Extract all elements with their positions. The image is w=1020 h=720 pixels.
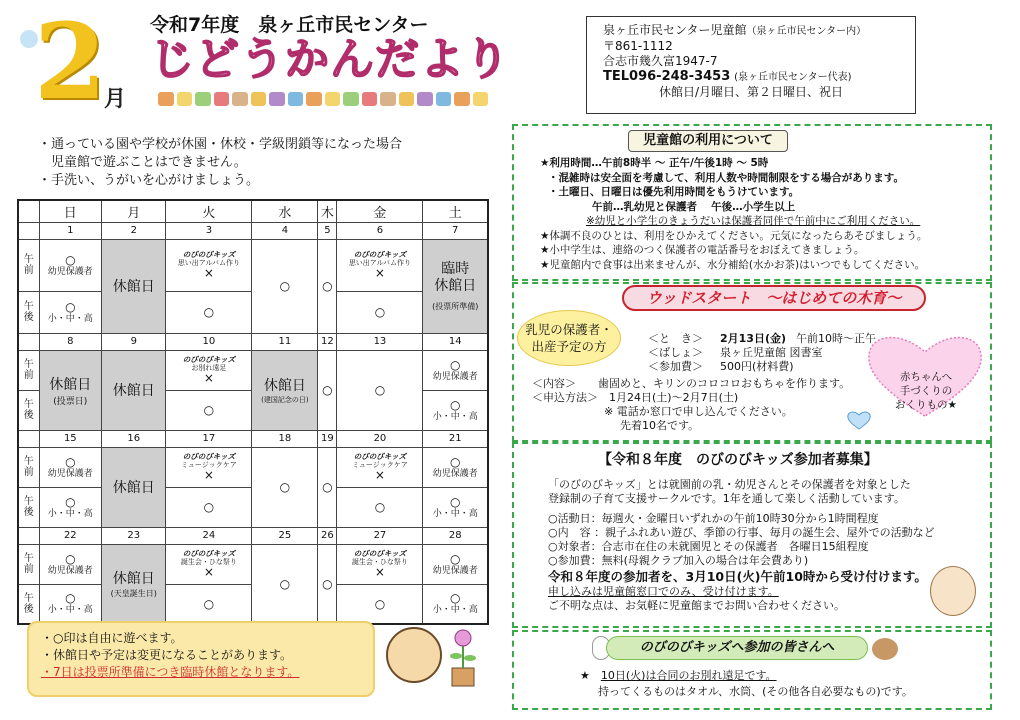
- open-circle: ○: [279, 576, 291, 591]
- am-row: [18, 239, 488, 291]
- kids-label: のびのびキッズ: [182, 549, 236, 558]
- event-calendar: [17, 199, 489, 625]
- infant-label: 幼児保護者: [47, 266, 93, 277]
- date-number: 16: [102, 430, 166, 447]
- spacer-cell: [18, 222, 39, 239]
- date-number: 19: [318, 430, 337, 447]
- participants-text: [580, 668, 913, 700]
- calendar-cell: [318, 447, 337, 527]
- calendar-cell: [337, 447, 423, 487]
- calendar-cell: [337, 291, 423, 333]
- open-circle: ○: [374, 383, 386, 397]
- open-circle: ○: [374, 596, 386, 611]
- food-decoration-icon: [158, 92, 488, 108]
- open-circle: ○: [65, 494, 76, 509]
- pm-label: 午後: [18, 487, 39, 527]
- date-number: 14: [423, 333, 488, 350]
- temp-closed-cell: [423, 239, 488, 333]
- closed-cell: [252, 350, 318, 430]
- small-heart-icon: [846, 410, 872, 430]
- woodstart-content: ＜内容＞ 歯固めと、キリンのコロコロおもちゃを作ります。: [532, 377, 851, 390]
- calendar-cell: [166, 390, 252, 430]
- bear-icon: [872, 638, 898, 660]
- month-unit: 月: [104, 87, 127, 112]
- school-label: 小・中・高: [47, 313, 93, 324]
- am-label: 午前: [18, 239, 39, 291]
- open-circle: ○: [203, 403, 215, 417]
- notice-item: 児童館で遊ぶことはできません。: [38, 155, 247, 170]
- calendar-cell: [39, 487, 102, 527]
- temp-closed-note: (投票所準備): [432, 301, 479, 311]
- open-circle: ○: [279, 480, 291, 494]
- recruit-deadline: 令和８年度の参加者を、3月10日(火)午前10時から受け付けます。: [548, 569, 927, 584]
- phone-number: TEL096-248-3453: [603, 69, 731, 84]
- woodstart-apply: [532, 377, 850, 433]
- weekday-sat: 土: [423, 200, 488, 222]
- calendar-cell: [423, 544, 488, 584]
- calendar-cell: [318, 544, 337, 624]
- calendar-cell: [337, 584, 423, 624]
- closed-cell: [39, 350, 102, 430]
- kids-label: のびのびキッズ: [182, 355, 236, 364]
- open-circle: ○: [374, 500, 386, 514]
- am-row: [18, 350, 488, 390]
- open-circle: ○: [322, 279, 333, 293]
- date-number: 18: [252, 430, 318, 447]
- date-number: 13: [337, 333, 423, 350]
- weekday-tue: 火: [166, 200, 252, 222]
- date-number: 9: [102, 333, 166, 350]
- usage-line: ★小中学生は、連絡のつく保護者の電話番号をおぼえてきましょう。: [540, 244, 865, 256]
- open-circle: ○: [203, 305, 215, 319]
- pm-label: 午後: [18, 584, 39, 624]
- school-label: 小・中・高: [47, 508, 93, 519]
- usage-line: ・混雑時は安全面を考慮して、利用人数や時間制限をする場合があります。: [548, 171, 904, 184]
- closed-note: (建国記念の日): [261, 396, 309, 404]
- open-circle: ○: [449, 551, 461, 566]
- no-play-cross: ×: [203, 371, 214, 385]
- date-number: 15: [39, 430, 102, 447]
- recruit-heading: 【令和８年度 のびのびキッズ参加者募集】: [598, 452, 878, 468]
- recruit-item: ○対象者：合志市在住の未就園児とその保護者 各曜日15組程度: [548, 540, 869, 553]
- apply-note: ※ 電話か窓口で申し込んでください。: [604, 405, 793, 418]
- target-bubble: 乳児の保護者・ 出産予定の方: [517, 310, 621, 366]
- closed-days: 休館日/月曜日、第２日曜日、祝日: [658, 85, 844, 99]
- open-circle: ○: [449, 397, 461, 412]
- calendar-cell: [39, 584, 102, 624]
- closed-cell: [102, 239, 166, 333]
- open-circle: ○: [322, 383, 333, 397]
- date-number: 17: [166, 430, 252, 447]
- date-number: 1: [39, 222, 102, 239]
- star-icon: ★: [580, 669, 590, 682]
- date-row: [18, 430, 488, 447]
- notice-item: ・通っている園や学校が休園・休校・学級閉鎖等になった場合: [38, 137, 403, 152]
- open-circle: ○: [65, 591, 76, 606]
- no-play-cross: ×: [203, 266, 214, 280]
- fee-value: 500円(材料費): [720, 360, 794, 373]
- date-number: 21: [423, 430, 488, 447]
- weekday-wed: 水: [252, 200, 318, 222]
- date-number: 20: [337, 430, 423, 447]
- calendar-cell: [166, 447, 252, 487]
- date-time: 午前10時～正午: [796, 332, 877, 345]
- spacer-cell: [18, 333, 39, 350]
- facility-note: （泉ヶ丘市民センター内）: [746, 26, 867, 37]
- open-circle: ○: [65, 551, 76, 566]
- no-play-cross: ×: [374, 468, 385, 482]
- usage-line: 午前…乳幼児と保護者 午後…小学生以上: [592, 200, 796, 213]
- date-number: 10: [166, 333, 252, 350]
- calendar-cell: [166, 291, 252, 333]
- place-label: ＜ばしょ＞: [648, 346, 703, 359]
- usage-heading: 児童館の利用について: [628, 130, 788, 152]
- kids-label: のびのびキッズ: [182, 452, 236, 461]
- am-label: 午前: [18, 544, 39, 584]
- heart-message: 赤ちゃんへ 手づくりの おくりもの★: [895, 371, 957, 411]
- calendar-cell: [166, 239, 252, 291]
- facility-name: 泉ヶ丘市民センター児童館: [603, 23, 747, 37]
- date-number: 2: [102, 222, 166, 239]
- no-play-cross: ×: [374, 565, 385, 579]
- legend-item: ・休館日や予定は変更になることがあります。: [41, 648, 293, 662]
- month-number: 2: [34, 0, 107, 123]
- usage-line: ★児童館内で食事は出来ませんが、水分補給(水かお茶)はいつでもしてください。: [540, 258, 926, 271]
- open-circle: ○: [449, 494, 461, 509]
- outing-notice: 10日(火)は合同のお別れ遠足です。: [600, 669, 777, 682]
- notice-list: [38, 136, 402, 190]
- date-number: 27: [337, 527, 423, 544]
- calendar-cell: [337, 544, 423, 584]
- kids-label: のびのびキッズ: [353, 452, 407, 461]
- date-number: 24: [166, 527, 252, 544]
- calendar-cell: [252, 239, 318, 333]
- pm-label: 午後: [18, 390, 39, 430]
- notice-item: ・手洗い、うがいを心がけましょう。: [38, 173, 260, 188]
- date-row: [18, 333, 488, 350]
- weekday-fri: 金: [337, 200, 423, 222]
- date-number: 25: [252, 527, 318, 544]
- calendar-cell: [39, 544, 102, 584]
- recruit-text: [548, 478, 984, 613]
- calendar-cell: [423, 487, 488, 527]
- calendar-cell: [39, 447, 102, 487]
- participants-heading: のびのびキッズへ参加の皆さんへ: [606, 636, 868, 660]
- spacer-cell: [18, 430, 39, 447]
- calendar-cell: [166, 584, 252, 624]
- calendar-cell: [39, 291, 102, 333]
- usage-text: [540, 156, 927, 272]
- recruit-intro: 登録制の子育て支援サークルです。1年を通して楽しく活動しています。: [548, 492, 905, 505]
- no-play-cross: ×: [374, 266, 385, 280]
- calendar-cell: [337, 239, 423, 291]
- date-number: 3: [166, 222, 252, 239]
- calendar-cell: [318, 350, 337, 430]
- closed-label: 休館日: [112, 383, 155, 399]
- event-label: 誕生会・ひな祭り: [180, 558, 237, 566]
- am-row: [18, 544, 488, 584]
- infant-label: 幼児保護者: [47, 565, 93, 576]
- open-circle: ○: [65, 252, 76, 267]
- weekday-sun: 日: [39, 200, 102, 222]
- open-circle: ○: [449, 591, 461, 606]
- usage-line: ★体調不良のひとは、利用をひかえてください。元気になったらあそびましょう。: [540, 229, 928, 242]
- calendar-cell: [318, 239, 337, 333]
- kids-label: のびのびキッズ: [353, 549, 407, 558]
- contact-info-box: [586, 16, 916, 114]
- recruit-item: ○参加費：無料(母親クラブ加入の場合は年会費あり): [548, 554, 809, 567]
- infant-label: 幼児保護者: [47, 468, 93, 479]
- date-number: 5: [318, 222, 337, 239]
- recruit-item: ○活動日：毎週火・金曜日いずれかの午前10時30分から1時間程度: [548, 512, 879, 525]
- date-number: 26: [318, 527, 337, 544]
- newsletter-title: じどうかんだより: [150, 34, 510, 85]
- fee-label: ＜参加費＞: [648, 360, 703, 373]
- girl-illustration-icon: [386, 627, 442, 683]
- usage-line: ※幼児と小学生のきょうだいは保護者同伴で午前中にご利用ください。: [586, 215, 921, 227]
- date-number: 28: [423, 527, 488, 544]
- open-circle: ○: [65, 299, 76, 314]
- woodstart-title: ウッドスタート ～はじめての木育～: [622, 285, 926, 311]
- pm-label: 午後: [18, 291, 39, 333]
- date-number: 23: [102, 527, 166, 544]
- calendar-cell: [166, 544, 252, 584]
- closed-label: 休館日: [112, 279, 155, 295]
- recruit-item: ○内 容 ：親子ふれあい遊び、季節の行事、毎月の誕生会、屋外での活動など: [548, 526, 935, 539]
- baby-illustration-icon: [930, 566, 976, 616]
- no-play-cross: ×: [203, 565, 214, 579]
- event-label: ミュージックケア: [352, 461, 408, 469]
- am-label: 午前: [18, 350, 39, 390]
- usage-line: ・土曜日、日曜日は優先利用時間をもうけています。: [548, 186, 800, 198]
- postal-code: 〒861-1112: [603, 39, 673, 53]
- legend-item-warning: ・7日は投票所準備につき臨時休館となります。: [41, 665, 300, 679]
- closed-cell: [102, 350, 166, 430]
- open-circle: ○: [449, 454, 461, 469]
- date-value: 2月13日(金): [720, 332, 787, 345]
- spacer-cell: [18, 527, 39, 544]
- date-number: 22: [39, 527, 102, 544]
- calendar-cell: [337, 487, 423, 527]
- event-label: 思い出アルバム作り: [348, 259, 412, 267]
- kids-label: のびのびキッズ: [182, 250, 236, 259]
- center-name: 令和7年度 泉ヶ丘市民センター: [150, 14, 429, 36]
- calendar-cell: [337, 350, 423, 430]
- date-row: [18, 222, 488, 239]
- closed-note: (投票日): [53, 396, 88, 407]
- open-circle: ○: [203, 596, 215, 611]
- closed-cell: [102, 544, 166, 624]
- legend-item: ・○印は自由に遊べます。: [41, 631, 183, 645]
- open-circle: ○: [203, 500, 215, 514]
- open-circle: ○: [322, 480, 333, 494]
- am-label: 午前: [18, 447, 39, 487]
- closed-label: 休館日: [112, 480, 155, 496]
- closed-cell: [102, 447, 166, 527]
- closed-label: 休館日: [49, 376, 92, 393]
- date-number: 8: [39, 333, 102, 350]
- calendar-legend: [27, 621, 375, 697]
- closed-label: 休館日: [263, 378, 306, 394]
- open-circle: ○: [449, 357, 461, 372]
- recruit-intro: 「のびのびキッズ」とは就園前の乳・幼児さんとその保護者を対象とした: [548, 478, 911, 491]
- open-circle: ○: [65, 454, 76, 469]
- belongings-notice: 持ってくるものはタオル、水筒、(その他各自必要なもの)です。: [598, 685, 913, 698]
- infant-label: 幼児保護者: [432, 371, 478, 382]
- event-label: ミュージックケア: [181, 461, 237, 469]
- date-number: 11: [252, 333, 318, 350]
- apply-note: 先着10名です。: [620, 419, 700, 432]
- corner-cell: [18, 200, 39, 222]
- date-number: 7: [423, 222, 488, 239]
- phone-note: (泉ヶ丘市民センター代表): [734, 72, 852, 83]
- no-play-cross: ×: [203, 468, 214, 482]
- open-circle: ○: [322, 576, 333, 591]
- date-number: 6: [337, 222, 423, 239]
- infant-label: 幼児保護者: [432, 468, 478, 479]
- school-label: 小・中・高: [432, 411, 478, 422]
- place-value: 泉ヶ丘児童館 図書室: [720, 346, 823, 359]
- weekday-mon: 月: [102, 200, 166, 222]
- kids-label: のびのびキッズ: [353, 250, 407, 259]
- calendar-cell: [166, 350, 252, 390]
- date-number: 4: [252, 222, 318, 239]
- calendar-cell: [252, 447, 318, 527]
- recruit-apply: 申し込みは児童館窓口でのみ、受け付けます。: [548, 585, 779, 598]
- open-circle: ○: [279, 279, 291, 293]
- calendar-cell: [252, 544, 318, 624]
- woodstart-apply-period: ＜申込方法＞ 1月24日(土)～2月7日(土): [532, 391, 739, 404]
- infant-label: 幼児保護者: [432, 565, 478, 576]
- calendar-cell: [39, 239, 102, 291]
- school-label: 小・中・高: [47, 605, 93, 616]
- calendar-cell: [423, 350, 488, 390]
- date-number: 12: [318, 333, 337, 350]
- recruit-contact: ご不明な点は、お気軽に児童館までお問い合わせください。: [548, 599, 845, 612]
- school-label: 小・中・高: [432, 508, 478, 519]
- weekday-thu: 木: [318, 200, 337, 222]
- closed-note: (天皇誕生日): [110, 589, 157, 599]
- date-label: ＜と き＞: [648, 332, 703, 345]
- closed-label: 休館日: [112, 571, 155, 588]
- temp-closed-label: 臨時 休館日: [434, 260, 477, 294]
- event-label: 思い出アルバム作り: [177, 259, 241, 267]
- woodstart-details: [648, 332, 876, 374]
- event-label: お別れ遠足: [191, 364, 227, 372]
- calendar-cell: [423, 584, 488, 624]
- calendar-cell: [423, 390, 488, 430]
- calendar-cell: [423, 447, 488, 487]
- school-label: 小・中・高: [432, 605, 478, 616]
- open-circle: ○: [374, 305, 386, 319]
- calendar-cell: [166, 487, 252, 527]
- flower-pot-icon: [446, 628, 480, 688]
- date-row: [18, 527, 488, 544]
- weekday-header-row: [18, 200, 488, 222]
- usage-line: ★利用時間…午前8時半 ～ 正午/午後1時 ～ 5時: [540, 157, 769, 169]
- event-label: 誕生会・ひな祭り: [351, 558, 408, 566]
- address: 合志市幾久富1947-7: [603, 54, 718, 68]
- am-row: [18, 447, 488, 487]
